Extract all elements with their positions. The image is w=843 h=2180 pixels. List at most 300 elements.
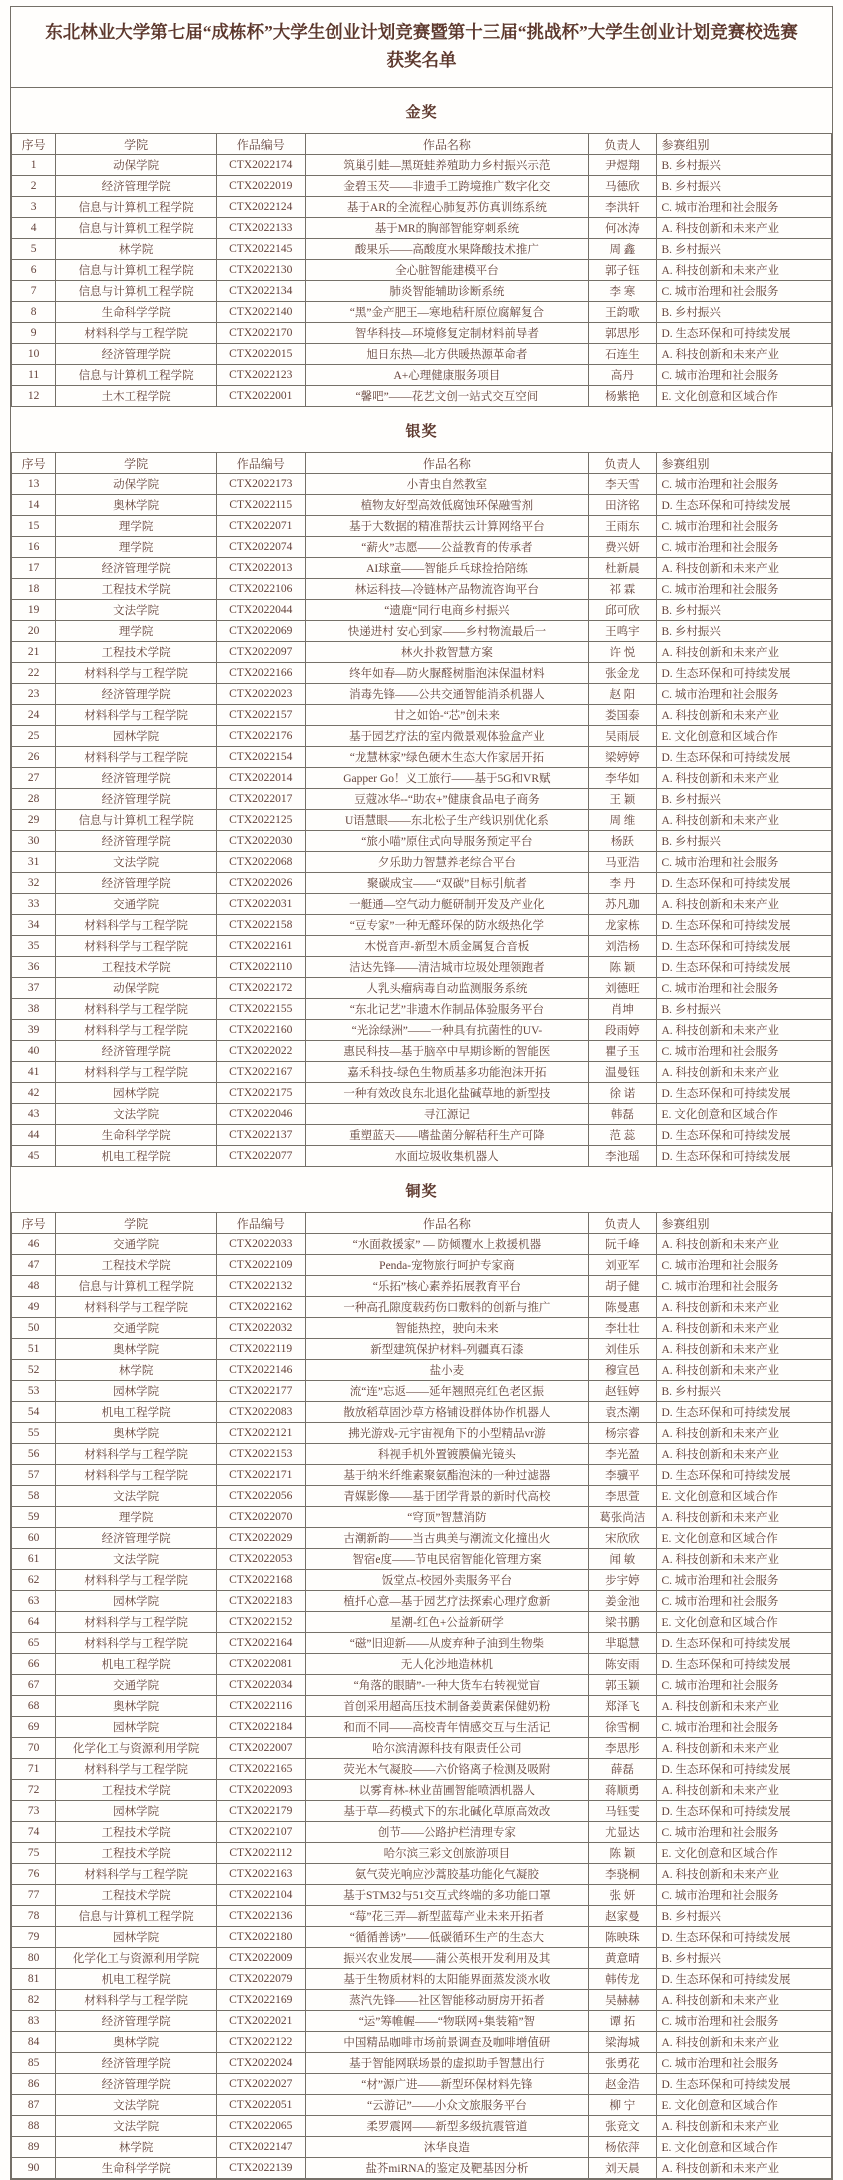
table-row bbox=[12, 936, 832, 957]
table-row bbox=[12, 621, 832, 642]
college-cell: 材料科学与工程学院 bbox=[56, 1062, 217, 1083]
table-row bbox=[12, 1822, 832, 1843]
row-index: 83 bbox=[12, 2011, 56, 2032]
work-id-cell: CTX2022123 bbox=[216, 365, 305, 386]
group-cell: D. 生态环保和可持续发展 bbox=[656, 1465, 832, 1486]
work-name-cell: 酸果乐——高酸度水果降酸技术推广 bbox=[305, 239, 589, 260]
work-name-cell: 肺炎智能辅助诊断系统 bbox=[305, 281, 589, 302]
leader-cell: 徐雪桐 bbox=[589, 1717, 656, 1738]
leader-cell: 蒋顺勇 bbox=[589, 1780, 656, 1801]
row-index: 84 bbox=[12, 2032, 56, 2053]
table-row bbox=[12, 2158, 832, 2179]
work-id-cell: CTX2022154 bbox=[216, 747, 305, 768]
college-cell: 交通学院 bbox=[56, 1318, 217, 1339]
group-cell: C. 城市治理和社会服务 bbox=[656, 1591, 832, 1612]
group-cell: A. 科技创新和未来产业 bbox=[656, 1020, 832, 1041]
work-id-cell: CTX2022106 bbox=[216, 579, 305, 600]
table-row bbox=[12, 1738, 832, 1759]
college-cell: 材料科学与工程学院 bbox=[56, 1990, 217, 2011]
work-name-cell: 盐芥miRNA的鉴定及靶基因分析 bbox=[305, 2158, 589, 2179]
table-row bbox=[12, 1570, 832, 1591]
row-index: 66 bbox=[12, 1654, 56, 1675]
leader-cell: 杨紫艳 bbox=[589, 386, 656, 407]
group-cell: B. 乡村振兴 bbox=[656, 1906, 832, 1927]
group-cell: B. 乡村振兴 bbox=[656, 302, 832, 323]
row-index: 60 bbox=[12, 1528, 56, 1549]
work-id-cell: CTX2022165 bbox=[216, 1759, 305, 1780]
group-cell: D. 生态环保和可持续发展 bbox=[656, 1801, 832, 1822]
table-row bbox=[12, 1801, 832, 1822]
work-id-cell: CTX2022065 bbox=[216, 2116, 305, 2137]
work-id-cell: CTX2022081 bbox=[216, 1654, 305, 1675]
work-name-cell: 首创采用超高压技术制备姜黄素保健奶粉 bbox=[305, 1696, 589, 1717]
leader-cell: 赵金浩 bbox=[589, 2074, 656, 2095]
leader-cell: 周 维 bbox=[589, 810, 656, 831]
table-row bbox=[12, 1990, 832, 2011]
work-id-cell: CTX2022124 bbox=[216, 197, 305, 218]
work-name-cell: 氨气荧光响应沙蒿胶基功能化气凝胶 bbox=[305, 1864, 589, 1885]
table-row bbox=[12, 1528, 832, 1549]
work-name-cell: 饭堂点-校园外卖服务平台 bbox=[305, 1570, 589, 1591]
work-name-cell: “循循善诱”——低碳循环生产的生态大 bbox=[305, 1927, 589, 1948]
row-index: 43 bbox=[12, 1104, 56, 1125]
work-id-cell: CTX2022112 bbox=[216, 1843, 305, 1864]
work-name-cell: “云游记”——小众文旅服务平台 bbox=[305, 2095, 589, 2116]
work-name-cell: 嘉禾科技-绿色生物质基多功能泡沫开拓 bbox=[305, 1062, 589, 1083]
group-cell: D. 生态环保和可持续发展 bbox=[656, 1969, 832, 1990]
work-id-cell: CTX2022024 bbox=[216, 2053, 305, 2074]
work-name-cell: “薪火”志愿——公益教育的传承者 bbox=[305, 537, 589, 558]
group-cell: A. 科技创新和未来产业 bbox=[656, 1062, 832, 1083]
group-cell: C. 城市治理和社会服务 bbox=[656, 281, 832, 302]
award-sections bbox=[11, 88, 832, 2179]
group-cell: B. 乡村振兴 bbox=[656, 789, 832, 810]
work-id-cell: CTX2022097 bbox=[216, 642, 305, 663]
column-header: 参赛组别 bbox=[656, 453, 832, 474]
college-cell: 经济管理学院 bbox=[56, 789, 217, 810]
column-header: 作品编号 bbox=[216, 1213, 305, 1234]
group-cell: A. 科技创新和未来产业 bbox=[656, 1549, 832, 1570]
work-name-cell: 新型建筑保护材料-列疆真石漆 bbox=[305, 1339, 589, 1360]
work-name-cell: 青媒影像——基于团学背景的新时代高校 bbox=[305, 1486, 589, 1507]
leader-cell: 郭玉颖 bbox=[589, 1675, 656, 1696]
work-name-cell: “运”筹帷幄——“物联网+集装箱”智 bbox=[305, 2011, 589, 2032]
college-cell: 奥林学院 bbox=[56, 1423, 217, 1444]
work-name-cell: 人乳头瘤病毒自动监测服务系统 bbox=[305, 978, 589, 999]
award-section-title: 银奖 bbox=[405, 424, 438, 440]
college-cell: 经济管理学院 bbox=[56, 768, 217, 789]
college-cell: 材料科学与工程学院 bbox=[56, 323, 217, 344]
table-row bbox=[12, 197, 832, 218]
group-cell: D. 生态环保和可持续发展 bbox=[656, 663, 832, 684]
college-cell: 经济管理学院 bbox=[56, 2074, 217, 2095]
work-name-cell: “穹顶”智慧消防 bbox=[305, 1507, 589, 1528]
college-cell: 奥林学院 bbox=[56, 495, 217, 516]
work-name-cell: 以雾育林-林业苗圃智能喷洒机器人 bbox=[305, 1780, 589, 1801]
row-index: 26 bbox=[12, 747, 56, 768]
group-cell: C. 城市治理和社会服务 bbox=[656, 537, 832, 558]
college-cell: 文法学院 bbox=[56, 852, 217, 873]
leader-cell: 苏凡珈 bbox=[589, 894, 656, 915]
college-cell: 园林学院 bbox=[56, 1381, 217, 1402]
leader-cell: 李思萱 bbox=[589, 1486, 656, 1507]
college-cell: 材料科学与工程学院 bbox=[56, 1020, 217, 1041]
column-header: 序号 bbox=[12, 1213, 56, 1234]
row-index: 15 bbox=[12, 516, 56, 537]
column-header: 负责人 bbox=[589, 453, 656, 474]
college-cell: 材料科学与工程学院 bbox=[56, 1444, 217, 1465]
group-cell: A. 科技创新和未来产业 bbox=[656, 642, 832, 663]
college-cell: 材料科学与工程学院 bbox=[56, 915, 217, 936]
row-index: 89 bbox=[12, 2137, 56, 2158]
college-cell: 信息与计算机工程学院 bbox=[56, 365, 217, 386]
row-index: 20 bbox=[12, 621, 56, 642]
leader-cell: 尹煜翔 bbox=[589, 155, 656, 176]
row-index: 80 bbox=[12, 1948, 56, 1969]
work-name-cell: 快递进村 安心到家——乡村物流最后一 bbox=[305, 621, 589, 642]
work-name-cell: 聚碳成宝——“双碳”目标引航者 bbox=[305, 873, 589, 894]
work-name-cell: 基于大数据的精准帮扶云计算网络平台 bbox=[305, 516, 589, 537]
table-row bbox=[12, 1444, 832, 1465]
group-cell: A. 科技创新和未来产业 bbox=[656, 2032, 832, 2053]
award-table bbox=[11, 1212, 832, 2179]
college-cell: 材料科学与工程学院 bbox=[56, 1864, 217, 1885]
table-row bbox=[12, 1062, 832, 1083]
work-id-cell: CTX2022136 bbox=[216, 1906, 305, 1927]
college-cell: 园林学院 bbox=[56, 1927, 217, 1948]
college-cell: 机电工程学院 bbox=[56, 1654, 217, 1675]
group-cell: C. 城市治理和社会服务 bbox=[656, 684, 832, 705]
row-index: 75 bbox=[12, 1843, 56, 1864]
table-row bbox=[12, 663, 832, 684]
work-name-cell: 基于STM32与51交互式终端的多功能口罩 bbox=[305, 1885, 589, 1906]
work-id-cell: CTX2022027 bbox=[216, 2074, 305, 2095]
work-id-cell: CTX2022014 bbox=[216, 768, 305, 789]
group-cell: A. 科技创新和未来产业 bbox=[656, 344, 832, 365]
work-name-cell: “水面救援家” — 防倾覆水上救援机器 bbox=[305, 1234, 589, 1255]
leader-cell: 薛磊 bbox=[589, 1759, 656, 1780]
group-cell: D. 生态环保和可持续发展 bbox=[656, 1927, 832, 1948]
row-index: 90 bbox=[12, 2158, 56, 2179]
row-index: 70 bbox=[12, 1738, 56, 1759]
work-name-cell: 小青虫自然教室 bbox=[305, 474, 589, 495]
work-id-cell: CTX2022130 bbox=[216, 260, 305, 281]
table-row bbox=[12, 1843, 832, 1864]
group-cell: A. 科技创新和未来产业 bbox=[656, 260, 832, 281]
work-name-cell: 和而不同——高校青年情感交互与生活记 bbox=[305, 1717, 589, 1738]
table-row bbox=[12, 1633, 832, 1654]
table-row bbox=[12, 642, 832, 663]
work-name-cell: “光涂绿洲”——一种具有抗菌性的UV- bbox=[305, 1020, 589, 1041]
work-name-cell: “莓”花三弄—新型蓝莓产业未来开拓者 bbox=[305, 1906, 589, 1927]
work-id-cell: CTX2022184 bbox=[216, 1717, 305, 1738]
work-id-cell: CTX2022172 bbox=[216, 978, 305, 999]
work-id-cell: CTX2022046 bbox=[216, 1104, 305, 1125]
work-id-cell: CTX2022083 bbox=[216, 1402, 305, 1423]
college-cell: 动保学院 bbox=[56, 978, 217, 999]
row-index: 17 bbox=[12, 558, 56, 579]
work-name-cell: 基于MR的胸部智能穿刺系统 bbox=[305, 218, 589, 239]
work-name-cell: 科视手机外置镀膜偏光镜头 bbox=[305, 1444, 589, 1465]
work-id-cell: CTX2022125 bbox=[216, 810, 305, 831]
row-index: 57 bbox=[12, 1465, 56, 1486]
work-name-cell: “乐拓”核心素养拓展教育平台 bbox=[305, 1276, 589, 1297]
row-index: 44 bbox=[12, 1125, 56, 1146]
row-index: 10 bbox=[12, 344, 56, 365]
work-id-cell: CTX2022137 bbox=[216, 1125, 305, 1146]
table-row bbox=[12, 1927, 832, 1948]
work-id-cell: CTX2022146 bbox=[216, 1360, 305, 1381]
work-id-cell: CTX2022121 bbox=[216, 1423, 305, 1444]
work-id-cell: CTX2022133 bbox=[216, 218, 305, 239]
group-cell: E. 文化创意和区域合作 bbox=[656, 1486, 832, 1507]
row-index: 2 bbox=[12, 176, 56, 197]
work-name-cell: U语慧眼——东北松子生产线识别优化系 bbox=[305, 810, 589, 831]
table-row bbox=[12, 957, 832, 978]
table-row bbox=[12, 1507, 832, 1528]
work-id-cell: CTX2022152 bbox=[216, 1612, 305, 1633]
table-row bbox=[12, 281, 832, 302]
work-id-cell: CTX2022176 bbox=[216, 726, 305, 747]
group-cell: D. 生态环保和可持续发展 bbox=[656, 1633, 832, 1654]
work-name-cell: 寻江源记 bbox=[305, 1104, 589, 1125]
group-cell: A. 科技创新和未来产业 bbox=[656, 1423, 832, 1444]
leader-cell: 李骥平 bbox=[589, 1465, 656, 1486]
college-cell: 经济管理学院 bbox=[56, 558, 217, 579]
group-cell: A. 科技创新和未来产业 bbox=[656, 1738, 832, 1759]
table-row bbox=[12, 1549, 832, 1570]
work-name-cell: “遗鹿“同行电商乡村振兴 bbox=[305, 600, 589, 621]
leader-cell: 李思彤 bbox=[589, 1738, 656, 1759]
row-index: 3 bbox=[12, 197, 56, 218]
group-cell: A. 科技创新和未来产业 bbox=[656, 894, 832, 915]
leader-cell: 田济铭 bbox=[589, 495, 656, 516]
table-row bbox=[12, 852, 832, 873]
leader-cell: 张 妍 bbox=[589, 1885, 656, 1906]
row-index: 79 bbox=[12, 1927, 56, 1948]
group-cell: A. 科技创新和未来产业 bbox=[656, 1990, 832, 2011]
work-id-cell: CTX2022031 bbox=[216, 894, 305, 915]
leader-cell: 吴雨辰 bbox=[589, 726, 656, 747]
table-row bbox=[12, 365, 832, 386]
college-cell: 材料科学与工程学院 bbox=[56, 1465, 217, 1486]
row-index: 6 bbox=[12, 260, 56, 281]
group-cell: B. 乡村振兴 bbox=[656, 1948, 832, 1969]
college-cell: 生命科学学院 bbox=[56, 302, 217, 323]
row-index: 77 bbox=[12, 1885, 56, 1906]
work-id-cell: CTX2022158 bbox=[216, 915, 305, 936]
leader-cell: 祁 霖 bbox=[589, 579, 656, 600]
row-index: 28 bbox=[12, 789, 56, 810]
work-name-cell: 基于草—药模式下的东北碱化草原高效改 bbox=[305, 1801, 589, 1822]
group-cell: E. 文化创意和区域合作 bbox=[656, 386, 832, 407]
table-row bbox=[12, 2032, 832, 2053]
leader-cell: 陈 颖 bbox=[589, 957, 656, 978]
group-cell: B. 乡村振兴 bbox=[656, 831, 832, 852]
work-id-cell: CTX2022157 bbox=[216, 705, 305, 726]
table-row bbox=[12, 155, 832, 176]
row-index: 72 bbox=[12, 1780, 56, 1801]
row-index: 69 bbox=[12, 1717, 56, 1738]
college-cell: 信息与计算机工程学院 bbox=[56, 281, 217, 302]
work-id-cell: CTX2022147 bbox=[216, 2137, 305, 2158]
work-id-cell: CTX2022033 bbox=[216, 1234, 305, 1255]
column-header: 序号 bbox=[12, 453, 56, 474]
table-row bbox=[12, 894, 832, 915]
group-cell: A. 科技创新和未来产业 bbox=[656, 768, 832, 789]
table-row bbox=[12, 1969, 832, 1990]
work-name-cell: “龙慧林家”绿色硬木生态大作家居开拓 bbox=[305, 747, 589, 768]
row-index: 68 bbox=[12, 1696, 56, 1717]
college-cell: 经济管理学院 bbox=[56, 1528, 217, 1549]
leader-cell: 芈聪慧 bbox=[589, 1633, 656, 1654]
work-id-cell: CTX2022115 bbox=[216, 495, 305, 516]
row-index: 29 bbox=[12, 810, 56, 831]
leader-cell: 陈安雨 bbox=[589, 1654, 656, 1675]
row-index: 67 bbox=[12, 1675, 56, 1696]
row-index: 64 bbox=[12, 1612, 56, 1633]
group-cell: E. 文化创意和区域合作 bbox=[656, 1612, 832, 1633]
work-id-cell: CTX2022110 bbox=[216, 957, 305, 978]
group-cell: E. 文化创意和区域合作 bbox=[656, 1528, 832, 1549]
work-name-cell: 拂光游戏-元宇宙视角下的小型精品vr游 bbox=[305, 1423, 589, 1444]
column-header: 负责人 bbox=[589, 134, 656, 155]
work-name-cell: “磁”旧迎新——从废弃种子油到生物柴 bbox=[305, 1633, 589, 1654]
table-row bbox=[12, 1696, 832, 1717]
table-row bbox=[12, 1339, 832, 1360]
table-row bbox=[12, 1402, 832, 1423]
work-name-cell: 夕乐助力智慧养老综合平台 bbox=[305, 852, 589, 873]
group-cell: D. 生态环保和可持续发展 bbox=[656, 1759, 832, 1780]
college-cell: 交通学院 bbox=[56, 894, 217, 915]
work-id-cell: CTX2022167 bbox=[216, 1062, 305, 1083]
leader-cell: 刘佳乐 bbox=[589, 1339, 656, 1360]
work-name-cell: 植物友好型高效低腐蚀环保融雪剂 bbox=[305, 495, 589, 516]
group-cell: A. 科技创新和未来产业 bbox=[656, 1696, 832, 1717]
work-id-cell: CTX2022107 bbox=[216, 1822, 305, 1843]
row-index: 11 bbox=[12, 365, 56, 386]
work-id-cell: CTX2022134 bbox=[216, 281, 305, 302]
table-row bbox=[12, 705, 832, 726]
college-cell: 生命科学学院 bbox=[56, 2158, 217, 2179]
column-header: 作品编号 bbox=[216, 134, 305, 155]
table-row bbox=[12, 1759, 832, 1780]
group-cell: B. 乡村振兴 bbox=[656, 600, 832, 621]
group-cell: E. 文化创意和区域合作 bbox=[656, 1843, 832, 1864]
college-cell: 园林学院 bbox=[56, 726, 217, 747]
work-name-cell: 消毒先锋——公共交通智能消杀机器人 bbox=[305, 684, 589, 705]
row-index: 16 bbox=[12, 537, 56, 558]
college-cell: 材料科学与工程学院 bbox=[56, 1570, 217, 1591]
row-index: 48 bbox=[12, 1276, 56, 1297]
college-cell: 信息与计算机工程学院 bbox=[56, 218, 217, 239]
group-cell: C. 城市治理和社会服务 bbox=[656, 579, 832, 600]
table-row bbox=[12, 516, 832, 537]
work-id-cell: CTX2022044 bbox=[216, 600, 305, 621]
leader-cell: 周 鑫 bbox=[589, 239, 656, 260]
row-index: 45 bbox=[12, 1146, 56, 1167]
work-id-cell: CTX2022175 bbox=[216, 1083, 305, 1104]
row-index: 76 bbox=[12, 1864, 56, 1885]
row-index: 42 bbox=[12, 1083, 56, 1104]
document-title: 东北林业大学第七届“成栋杯”大学生创业计划竞赛暨第十三届“挑战杯”大学生创业计划竞赛校选赛获奖名单 bbox=[11, 7, 832, 88]
work-id-cell: CTX2022163 bbox=[216, 1864, 305, 1885]
table-row bbox=[12, 2095, 832, 2116]
leader-cell: 费兴妍 bbox=[589, 537, 656, 558]
leader-cell: 李骁桐 bbox=[589, 1864, 656, 1885]
group-cell: C. 城市治理和社会服务 bbox=[656, 852, 832, 873]
college-cell: 材料科学与工程学院 bbox=[56, 1612, 217, 1633]
award-table bbox=[11, 452, 832, 1167]
row-index: 24 bbox=[12, 705, 56, 726]
table-row bbox=[12, 1255, 832, 1276]
leader-cell: 张勇花 bbox=[589, 2053, 656, 2074]
work-name-cell: 一种有效改良东北退化盐碱草地的新型技 bbox=[305, 1083, 589, 1104]
college-cell: 信息与计算机工程学院 bbox=[56, 1276, 217, 1297]
leader-cell: 宋欣欣 bbox=[589, 1528, 656, 1549]
work-id-cell: CTX2022030 bbox=[216, 831, 305, 852]
group-cell: A. 科技创新和未来产业 bbox=[656, 218, 832, 239]
leader-cell: 龙家栋 bbox=[589, 915, 656, 936]
group-cell: A. 科技创新和未来产业 bbox=[656, 1507, 832, 1528]
leader-cell: 郭子钰 bbox=[589, 260, 656, 281]
group-cell: A. 科技创新和未来产业 bbox=[656, 2116, 832, 2137]
row-index: 7 bbox=[12, 281, 56, 302]
row-index: 34 bbox=[12, 915, 56, 936]
group-cell: C. 城市治理和社会服务 bbox=[656, 1822, 832, 1843]
table-row bbox=[12, 1041, 832, 1062]
college-cell: 林学院 bbox=[56, 2137, 217, 2158]
leader-cell: 刘亚军 bbox=[589, 1255, 656, 1276]
row-index: 56 bbox=[12, 1444, 56, 1465]
leader-cell: 闻 敏 bbox=[589, 1549, 656, 1570]
leader-cell: 马亚浩 bbox=[589, 852, 656, 873]
college-cell: 林学院 bbox=[56, 1360, 217, 1381]
work-name-cell: 水面垃圾收集机器人 bbox=[305, 1146, 589, 1167]
row-index: 73 bbox=[12, 1801, 56, 1822]
work-id-cell: CTX2022053 bbox=[216, 1549, 305, 1570]
leader-cell: 胡子健 bbox=[589, 1276, 656, 1297]
table-row bbox=[12, 302, 832, 323]
row-index: 31 bbox=[12, 852, 56, 873]
work-name-cell: Gapper Go！义工旅行——基于5G和VR赋 bbox=[305, 768, 589, 789]
table-row bbox=[12, 1486, 832, 1507]
table-row bbox=[12, 239, 832, 260]
work-id-cell: CTX2022180 bbox=[216, 1927, 305, 1948]
table-row bbox=[12, 1675, 832, 1696]
work-id-cell: CTX2022056 bbox=[216, 1486, 305, 1507]
college-cell: 工程技术学院 bbox=[56, 1885, 217, 1906]
leader-cell: 梁书鹏 bbox=[589, 1612, 656, 1633]
award-section-title: 铜奖 bbox=[405, 1184, 438, 1200]
row-index: 8 bbox=[12, 302, 56, 323]
college-cell: 理学院 bbox=[56, 537, 217, 558]
table-row bbox=[12, 768, 832, 789]
work-id-cell: CTX2022145 bbox=[216, 239, 305, 260]
work-name-cell: 重塑蓝天——嗜盐菌分解秸秆生产可降 bbox=[305, 1125, 589, 1146]
row-index: 65 bbox=[12, 1633, 56, 1654]
leader-cell: 李 寒 bbox=[589, 281, 656, 302]
leader-cell: 杨依萍 bbox=[589, 2137, 656, 2158]
college-cell: 理学院 bbox=[56, 1507, 217, 1528]
work-name-cell: “旅小喵”原住式向导服务预定平台 bbox=[305, 831, 589, 852]
leader-cell: 王雨东 bbox=[589, 516, 656, 537]
work-name-cell: 星潮-红色+公益新研学 bbox=[305, 1612, 589, 1633]
college-cell: 信息与计算机工程学院 bbox=[56, 810, 217, 831]
college-cell: 理学院 bbox=[56, 621, 217, 642]
work-id-cell: CTX2022139 bbox=[216, 2158, 305, 2179]
college-cell: 工程技术学院 bbox=[56, 1843, 217, 1864]
